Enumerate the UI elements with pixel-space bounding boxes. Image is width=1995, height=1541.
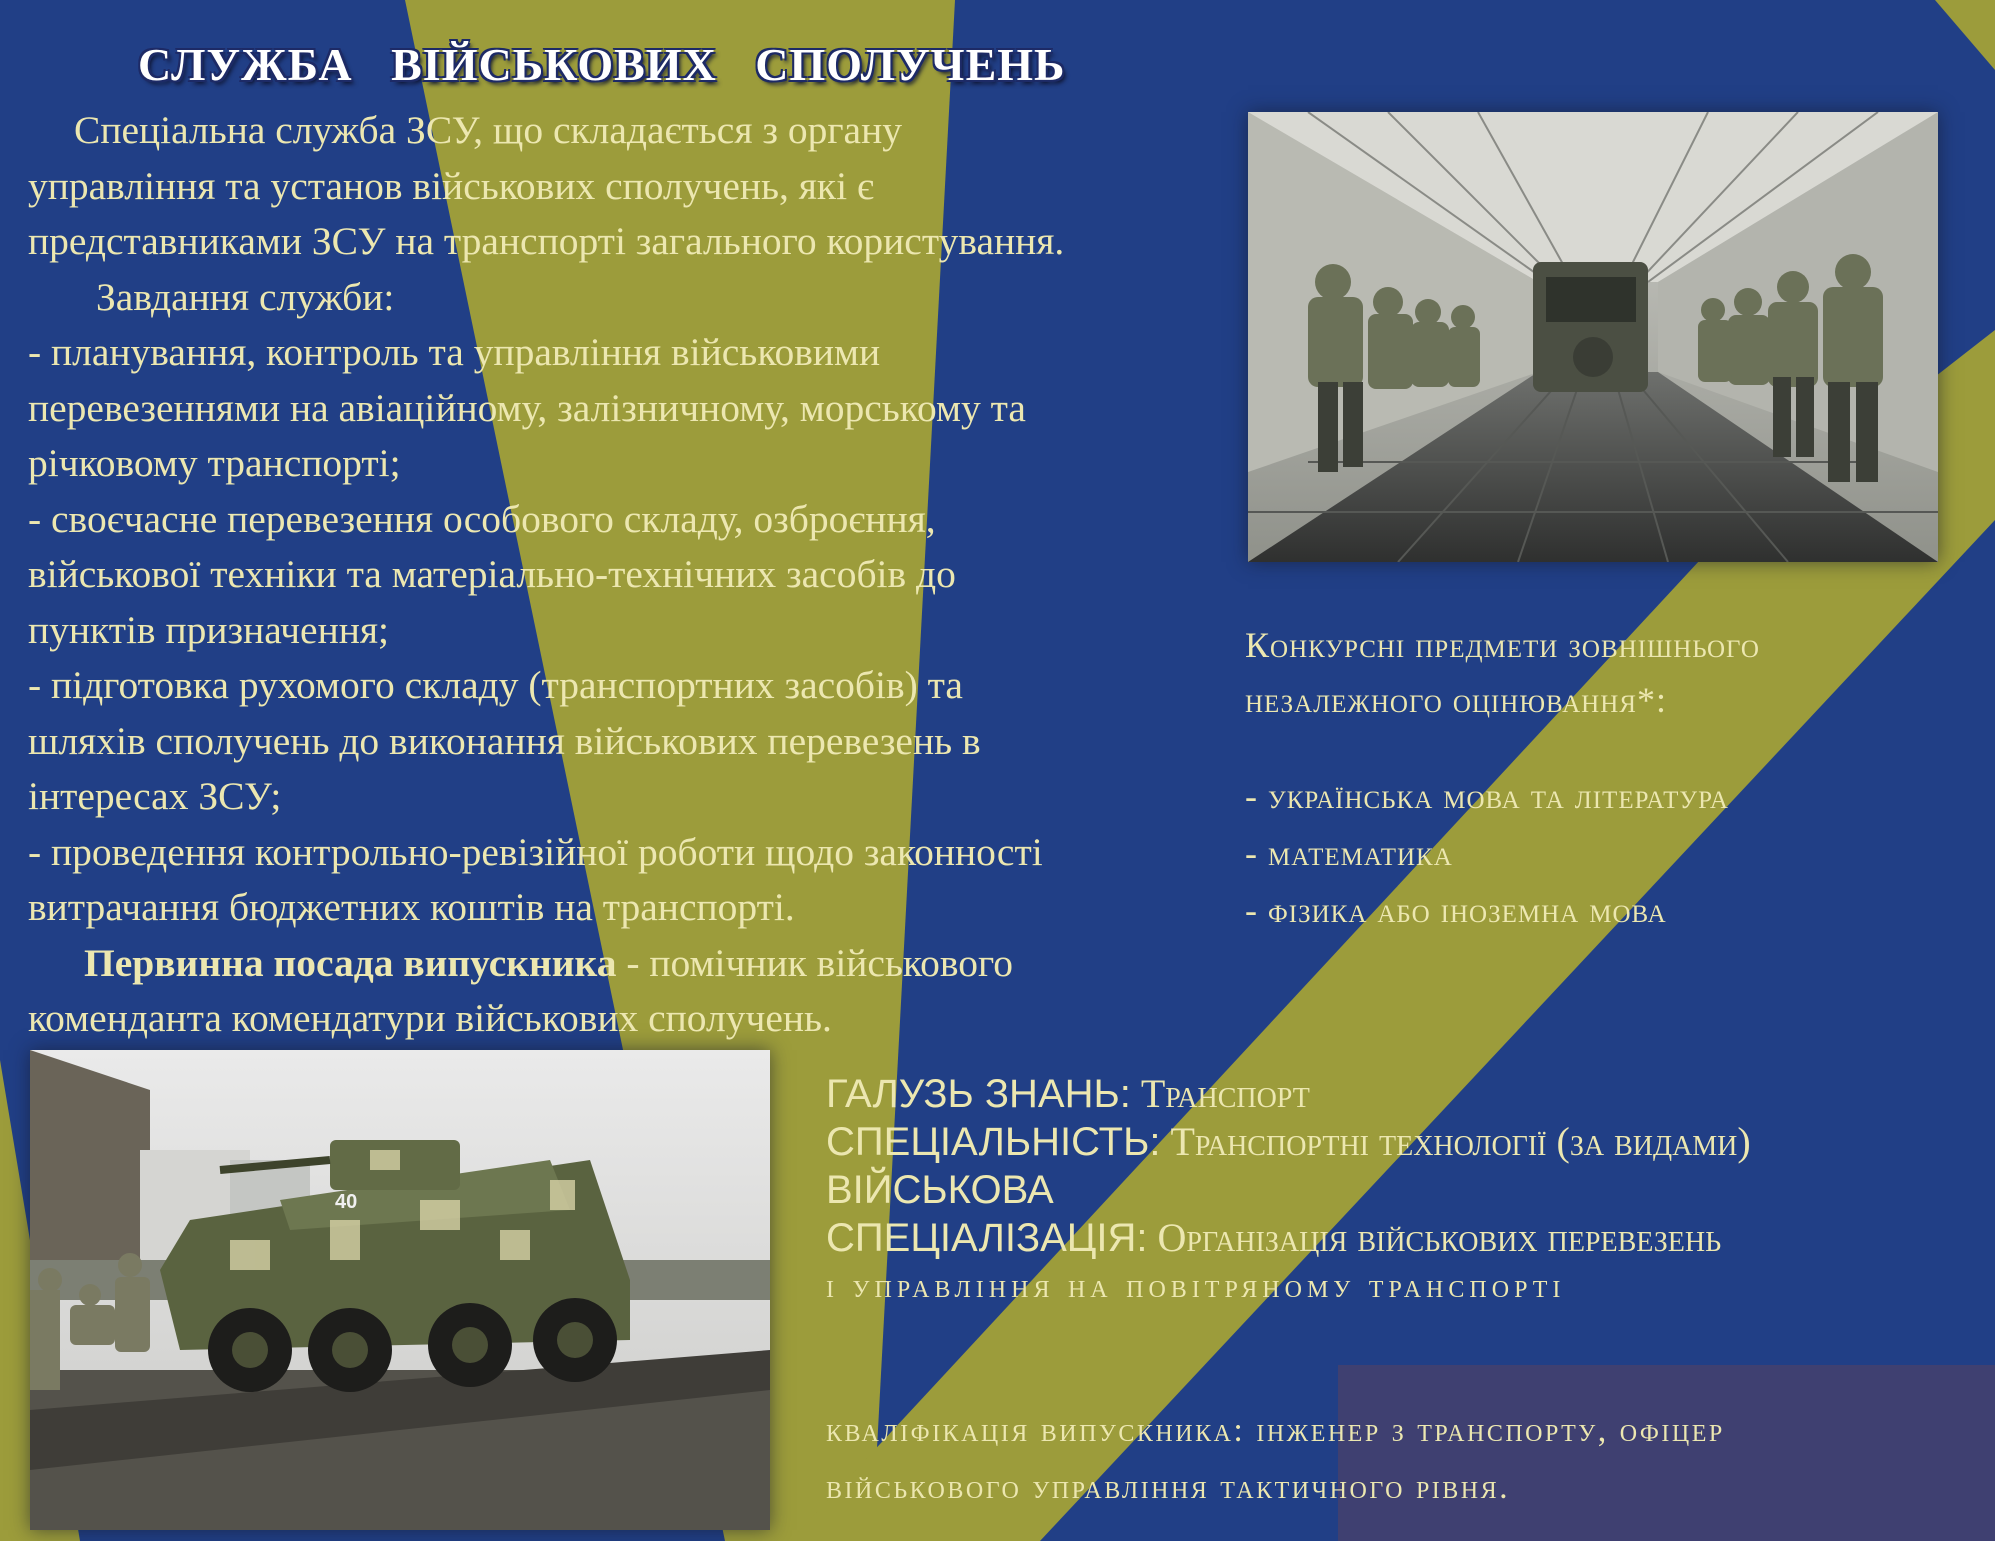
- task-line: - своєчасне перевезення особового складу, озброєння,: [28, 496, 936, 541]
- intro-line: управління та установ військових сполучень, які є: [28, 163, 874, 208]
- specialty-info: [826, 1070, 1976, 1312]
- task-line: перевезеннями на авіаційному, залізничному, морському та: [28, 385, 1026, 430]
- task-line: - проведення контрольно-ревізійної роботи щодо законності: [28, 829, 1043, 874]
- military-value: Організація військових перевезень: [1147, 1215, 1722, 1260]
- armored-vehicle-photo: [30, 1050, 770, 1530]
- field-label: ГАЛУЗЬ ЗНАНЬ:: [826, 1072, 1131, 1116]
- subjects-heading: Конкурсні предмети зовнішнього: [1245, 625, 1760, 665]
- field-value: Транспорт: [1130, 1071, 1310, 1116]
- task-line: шляхів сполучень до виконання військових перевезень в: [28, 718, 981, 763]
- qualification-line: кваліфікація випускника: інженер з транспорту, офіцер: [826, 1412, 1725, 1449]
- subject-item: - математика: [1245, 833, 1453, 873]
- graduate-qualification: [826, 1402, 1976, 1516]
- graduate-position-text: - помічник військового: [616, 940, 1014, 985]
- main-description: [28, 103, 1238, 1047]
- graduate-position-label: Первинна посада випускника: [84, 940, 617, 985]
- subject-item: - українська мова та література: [1245, 776, 1729, 816]
- task-line: інтересах ЗСУ;: [28, 774, 282, 818]
- military-label: СПЕЦІАЛІЗАЦІЯ:: [826, 1216, 1148, 1260]
- intro-line: представниками ЗСУ на транспорті загального користування.: [28, 219, 1065, 263]
- task-line: річковому транспорті;: [28, 441, 401, 485]
- vehicle-number: 40: [335, 1191, 358, 1213]
- specialty-value: Транспортні технології (за видами): [1160, 1119, 1751, 1164]
- military-specialization: [826, 1214, 1976, 1262]
- qualification-line: військового управління тактичного рівня.: [826, 1469, 1511, 1506]
- exam-subjects: [1245, 618, 1945, 939]
- task-line: витрачання бюджетних коштів на транспорті.: [28, 885, 795, 929]
- field-of-knowledge: [826, 1070, 1976, 1118]
- task-line: пунктів призначення;: [28, 607, 389, 652]
- subjects-heading: незалежного оцінювання*:: [1245, 680, 1667, 720]
- graduate-position: [28, 936, 1238, 992]
- task-line: - підготовка рухомого складу (транспортних засобів) та: [28, 663, 963, 707]
- aircraft-cargo-photo: [1248, 112, 1938, 562]
- graduate-position-text: коменданта комендатури військових сполучень.: [28, 996, 832, 1040]
- subjects-list: [1245, 768, 1945, 939]
- task-line: - планування, контроль та управління військовими: [28, 330, 881, 374]
- task-line: військової техніки та матеріально-технічних засобів до: [28, 552, 956, 596]
- tasks-heading: Завдання служби:: [96, 274, 395, 319]
- specialty: [826, 1118, 1976, 1166]
- page-title: СЛУЖБА ВІЙСЬКОВИХ СПОЛУЧЕНЬ: [138, 39, 1066, 90]
- military-value: і управління на повітряному транспорті: [826, 1268, 1566, 1305]
- military-label: ВІЙСЬКОВА: [826, 1168, 1054, 1212]
- specialty-label: СПЕЦІАЛЬНІСТЬ:: [826, 1120, 1161, 1164]
- subject-item: - фізика або іноземна мова: [1245, 890, 1667, 930]
- intro-line: Спеціальна служба ЗСУ, що складається з органу: [74, 108, 902, 152]
